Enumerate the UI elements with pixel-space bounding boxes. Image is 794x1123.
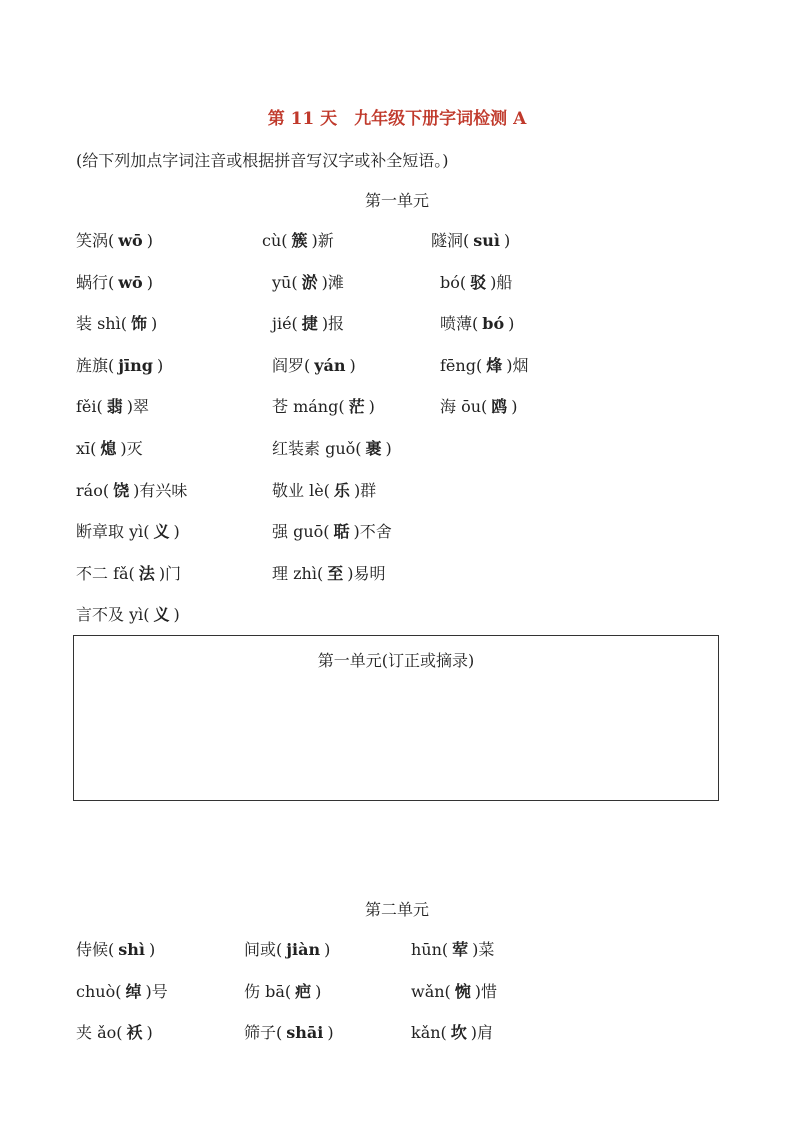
word-answer: 淤 [301,272,318,292]
word-suffix: ) [349,355,356,375]
word-prompt: wǎn( [411,981,451,1001]
word-answer: wō [118,231,143,250]
word-row [0,980,794,1004]
word-suffix: ) [150,314,158,334]
word-prompt: cù( [262,231,288,250]
word-item [272,520,392,544]
word-row [0,395,794,419]
word-row [0,479,794,503]
word-item [440,312,514,336]
word-prompt: 筛子( [244,1023,283,1042]
word-answer: 裹 [365,439,382,458]
word-prompt: 隧洞( [431,231,470,250]
word-item [262,229,334,253]
word-suffix: )滩 [321,272,344,292]
word-suffix: ) [385,439,392,458]
word-suffix: )号 [145,981,168,1001]
word-item [272,562,385,586]
word-prompt: 言不及 yì( [76,605,150,625]
word-item [440,354,528,378]
word-prompt: 笑涡( [76,231,115,250]
word-answer: 坎 [450,1023,467,1042]
word-item [76,938,155,962]
word-suffix: )菜 [472,940,495,959]
word-suffix: ) [511,397,518,417]
word-suffix: )船 [490,272,513,292]
word-item [76,395,149,419]
word-item [272,312,344,336]
word-suffix: )惜 [474,981,498,1001]
word-prompt: kǎn( [411,1023,447,1042]
word-row [0,354,794,378]
word-answer: 饰 [130,314,147,334]
word-suffix: ) [173,522,180,542]
word-answer: 义 [153,522,170,542]
word-prompt: 海 ōu( [440,397,488,417]
word-item [244,938,330,962]
word-item [76,312,157,336]
word-suffix: )翠 [126,397,150,417]
word-item [272,271,344,295]
word-answer: shì [118,940,145,959]
word-prompt: 蜗行( [76,272,115,292]
word-answer: 荤 [452,940,469,959]
word-item [76,271,153,295]
word-answer: 驳 [470,272,487,292]
word-suffix: ) [146,272,153,292]
word-suffix: )不舍 [353,522,392,542]
word-prompt: ráo( [76,480,110,500]
word-suffix: ) [148,940,156,959]
word-answer: 绰 [125,981,142,1001]
word-answer: 熄 [100,439,117,458]
word-suffix: ) [146,1023,153,1042]
word-prompt: 喷薄( [440,314,479,334]
word-prompt: 红装素 guǒ( [272,439,362,458]
word-item [76,562,181,586]
word-prompt: 敬业 lè( [272,480,330,500]
word-row [0,229,794,253]
word-item [76,354,163,378]
word-answer: jiàn [286,940,321,959]
word-answer: 捷 [301,314,318,334]
word-suffix: )烟 [506,355,529,375]
word-item [411,938,494,962]
word-item [272,395,375,419]
word-item [272,354,356,378]
word-item [440,271,512,295]
word-suffix: ) [327,1023,334,1042]
word-row [0,437,794,461]
word-item [272,437,392,461]
word-answer: 袄 [126,1023,143,1042]
word-answer: 烽 [486,355,503,375]
unit2-heading: 第二单元 [364,900,429,919]
word-answer: 翡 [106,397,123,417]
word-item [411,1021,493,1045]
word-prompt: 间或( [244,940,283,959]
word-suffix: ) [156,355,164,375]
word-suffix: )肩 [470,1023,494,1042]
word-prompt: hūn( [411,940,449,959]
word-prompt: 夹 ǎo( [76,1023,123,1042]
word-row [0,312,794,336]
word-suffix: )新 [311,231,334,250]
word-answer: 簇 [291,231,308,250]
word-suffix: ) [503,231,511,250]
page-title: 第 11 天 九年级下册字词检测 A [267,109,527,129]
word-answer: 至 [327,563,344,583]
word-row [0,562,794,586]
word-answer: 法 [138,563,155,583]
word-prompt: yū( [272,272,298,292]
word-prompt: 装 shì( [76,314,127,334]
word-suffix: )门 [158,563,182,583]
word-prompt: 断章取 yì( [76,522,150,542]
word-item [244,980,321,1004]
word-answer: 乐 [333,480,350,500]
word-answer: 茫 [348,397,365,417]
word-suffix: ) [173,605,180,625]
word-suffix: )有兴味 [133,480,188,500]
word-answer: bó [482,314,505,334]
word-item [244,1021,334,1045]
word-answer: suì [473,231,500,250]
word-answer: shāi [286,1023,324,1042]
word-suffix: ) [146,231,153,250]
word-prompt: chuò( [76,981,122,1001]
word-answer: wō [118,272,143,292]
word-prompt: 阎罗( [272,355,311,375]
word-prompt: 理 zhì( [272,563,324,583]
word-item [76,603,180,627]
word-answer: 鸥 [491,397,508,417]
word-answer: 惋 [454,981,471,1001]
word-row [0,603,794,627]
word-suffix: )报 [321,314,345,334]
word-suffix: )群 [353,480,377,500]
correction-box-title: 第一单元(订正或摘录) [317,651,475,670]
word-prompt: fēng( [440,355,483,375]
word-prompt: fěi( [76,397,103,417]
word-item [76,1021,153,1045]
unit1-correction-box[interactable] [73,635,719,801]
unit1-heading: 第一单元 [364,191,429,210]
word-suffix: ) [368,397,375,417]
word-answer: 义 [153,605,170,625]
word-item [76,479,187,503]
word-answer: yán [314,355,346,375]
word-answer: 疤 [295,981,312,1001]
instruction-text: (给下列加点字词注音或根据拼音写汉字或补全短语。) [76,151,449,170]
word-prompt: 旌旗( [76,355,115,375]
word-prompt: jié( [272,314,298,334]
word-item [411,980,497,1004]
word-prompt: xī( [76,439,97,458]
word-prompt: 强 guō( [272,522,330,542]
word-item [76,980,168,1004]
word-item [76,437,143,461]
word-prompt: bó( [440,272,467,292]
word-suffix: )易明 [347,563,386,583]
word-answer: 聒 [333,522,350,542]
word-prompt: 伤 bā( [244,981,292,1001]
word-suffix: )灭 [120,439,143,458]
word-row [0,938,794,962]
word-item [76,229,153,253]
word-suffix: ) [508,314,515,334]
word-answer: jīng [118,355,153,375]
word-item [76,520,180,544]
word-row [0,1021,794,1045]
word-item [272,479,376,503]
word-row [0,271,794,295]
word-item [440,395,518,419]
word-prompt: 苍 máng( [272,397,345,417]
word-prompt: 侍候( [76,940,115,959]
word-answer: 饶 [113,480,130,500]
word-item [431,229,510,253]
word-prompt: 不二 fǎ( [76,563,135,583]
word-suffix: ) [315,981,322,1001]
word-row [0,520,794,544]
word-suffix: ) [324,940,331,959]
